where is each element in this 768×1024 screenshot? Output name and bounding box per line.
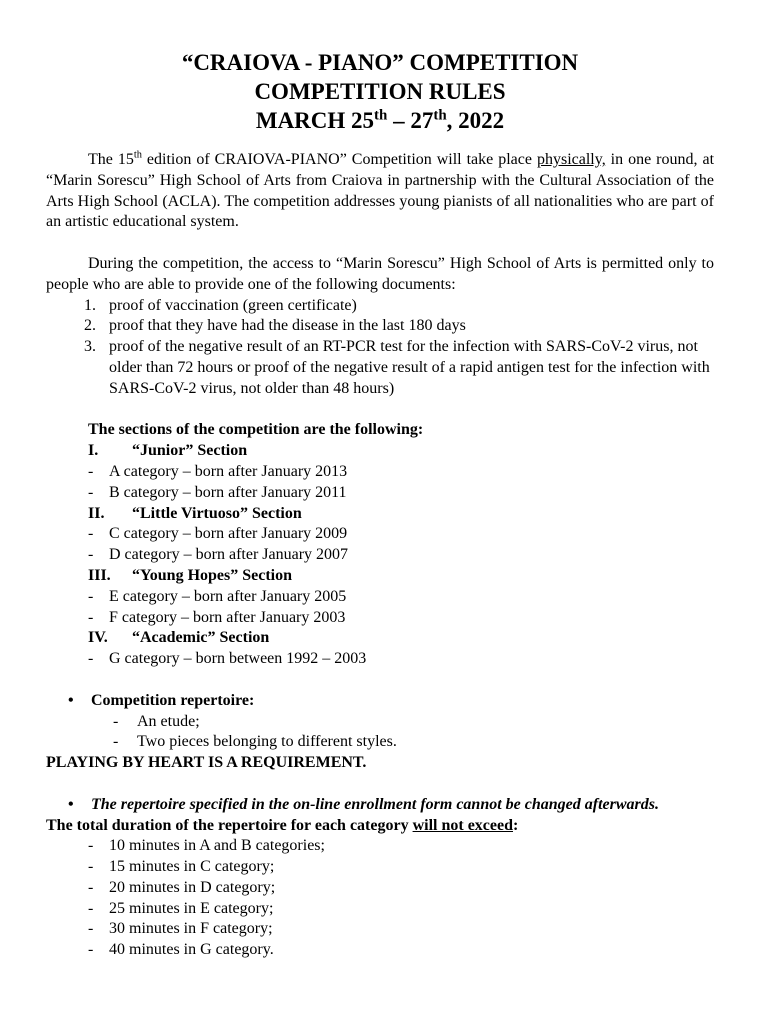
duration-item: - 15 minutes in C category; <box>88 858 275 876</box>
repertoire-note: • The repertoire specified in the on-line enrollment form cannot be changed afterwards. <box>46 795 714 816</box>
repertoire-item: - Two pieces belonging to different styles. <box>113 733 397 751</box>
bullet-icon: • <box>68 795 74 813</box>
duration-heading: The total duration of the repertoire for each category will not exceed: <box>46 816 519 834</box>
list-item: 1. proof of vaccination (green certificate) <box>84 296 357 314</box>
document-title <box>46 48 714 135</box>
duration-list <box>46 836 714 961</box>
section-academic <box>46 628 714 670</box>
intro-paragraph-2: During the competition, the access to “Marin Sorescu” High School of Arts is permitted only to people who are able to provide one of the following documents: <box>46 254 714 293</box>
repertoire-item: - An etude; <box>113 712 200 730</box>
title-line-2: COMPETITION RULES <box>254 79 506 104</box>
category-item: - F category – born after January 2003 <box>88 608 346 626</box>
sections-heading: The sections of the competition are the following: <box>88 421 424 439</box>
duration-item: - 10 minutes in A and B categories; <box>88 837 325 855</box>
list-item: 3. proof of the negative result of an RT-PCR test for the infection with SARS-CoV-2 virus, not older than 72 hours or proof of the negative result of a rapid antigen test for the infection with SARS-CoV-2 virus, not older than 48 hours) <box>84 338 710 397</box>
list-item: 2. proof that they have had the disease in the last 180 days <box>84 317 466 335</box>
category-item: - G category – born between 1992 – 2003 <box>88 650 367 668</box>
section-heading: I. “Junior” Section <box>88 442 248 460</box>
section-young-hopes <box>46 566 714 628</box>
section-heading: II. “Little Virtuoso” Section <box>88 504 302 522</box>
category-item: - E category – born after January 2005 <box>88 587 347 605</box>
title-line-1: “CRAIOVA - PIANO” COMPETITION <box>181 50 579 75</box>
category-item: - B category – born after January 2011 <box>88 483 347 501</box>
section-heading: IV. “Academic” Section <box>88 629 270 647</box>
intro-paragraph-1: The 15th edition of CRAIOVA-PIANO” Competition will take place physically, in one round, at “Marin Sorescu” High School of Arts from Craiova in partnership with the Cultural Association of the Arts High School (ACLA). The competition addresses young pianists of all nationalities who are part of an artistic educational system. <box>46 149 715 231</box>
category-item: - D category – born after January 2007 <box>88 546 349 564</box>
playing-by-heart-requirement: PLAYING BY HEART IS A REQUIREMENT. <box>46 754 367 772</box>
section-heading: III. “Young Hopes” Section <box>88 566 293 584</box>
repertoire-heading: • Competition repertoire: <box>46 691 714 712</box>
documents-list <box>46 296 714 400</box>
category-item: - A category – born after January 2013 <box>88 462 348 480</box>
title-line-3: MARCH 25th – 27th, 2022 <box>255 107 505 133</box>
bullet-icon: • <box>68 691 74 709</box>
section-junior <box>46 441 714 503</box>
duration-item: - 20 minutes in D category; <box>88 878 276 896</box>
duration-item: - 30 minutes in F category; <box>88 920 273 938</box>
category-item: - C category – born after January 2009 <box>88 525 348 543</box>
section-little-virtuoso <box>46 504 714 566</box>
duration-item: - 40 minutes in G category. <box>88 941 274 959</box>
duration-item: - 25 minutes in E category; <box>88 899 274 917</box>
